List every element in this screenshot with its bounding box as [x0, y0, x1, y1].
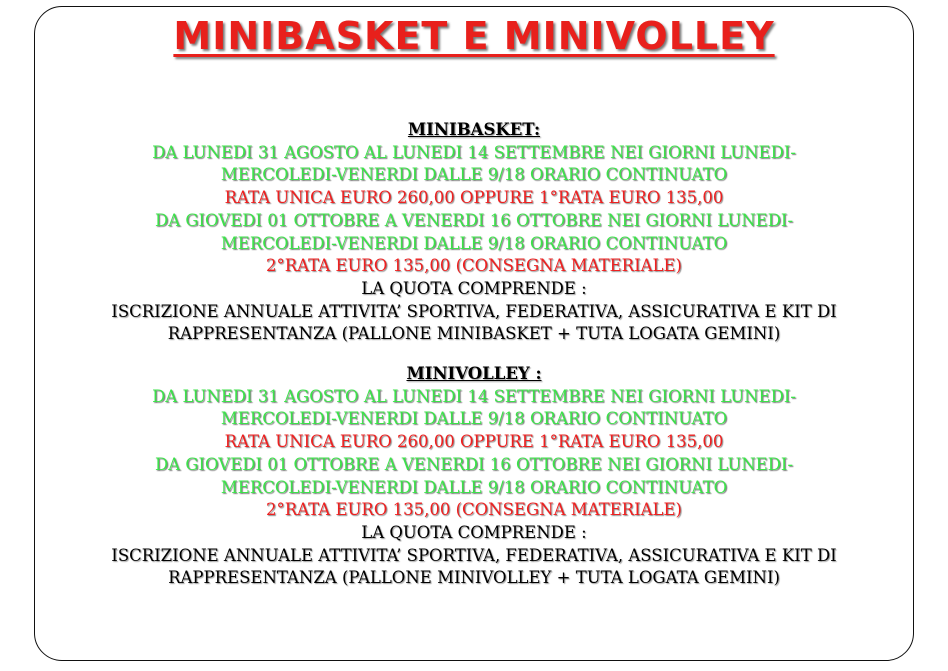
- minibasket-period2-line2: MERCOLEDI-VENERDI DALLE 9/18 ORARIO CONTINUATO: [220, 233, 728, 253]
- minivolley-period2-line1: DA GIOVEDI 01 OTTOBRE A VENERDI 16 OTTOBRE NEI GIORNI LUNEDI-: [154, 454, 794, 474]
- minivolley-period1-line2: MERCOLEDI-VENERDI DALLE 9/18 ORARIO CONTINUATO: [220, 409, 728, 429]
- minivolley-quota-line1: ISCRIZIONE ANNUALE ATTIVITA’ SPORTIVA, FEDERATIVA, ASSICURATIVA E KIT DI: [111, 545, 837, 565]
- minibasket-quota-line1: ISCRIZIONE ANNUALE ATTIVITA’ SPORTIVA, FEDERATIVA, ASSICURATIVA E KIT DI: [111, 301, 837, 321]
- minibasket-quota-label: LA QUOTA COMPRENDE :: [361, 278, 587, 298]
- minivolley-heading: MINIVOLLEY :: [406, 364, 542, 383]
- minivolley-period1-line1: DA LUNEDI 31 AGOSTO AL LUNEDI 14 SETTEMBRE NEI GIORNI LUNEDI-: [152, 386, 796, 406]
- minivolley-quota-line2: RAPPRESENTANZA (PALLONE MINIVOLLEY + TUTA LOGATA GEMINI): [168, 568, 780, 588]
- minibasket-period1-line1: DA LUNEDI 31 AGOSTO AL LUNEDI 14 SETTEMBRE NEI GIORNI LUNEDI-: [152, 142, 796, 162]
- minivolley-payment1: RATA UNICA EURO 260,00 OPPURE 1°RATA EURO 135,00: [224, 432, 724, 452]
- minivolley-period2-line2: MERCOLEDI-VENERDI DALLE 9/18 ORARIO CONTINUATO: [220, 477, 728, 497]
- minibasket-payment1: RATA UNICA EURO 260,00 OPPURE 1°RATA EURO 135,00: [224, 188, 724, 208]
- minibasket-section: [40, 119, 908, 346]
- minivolley-quota-label: LA QUOTA COMPRENDE :: [361, 522, 587, 542]
- page-title: MINIBASKET E MINIVOLLEY: [173, 14, 775, 58]
- minibasket-quota-line2: RAPPRESENTANZA (PALLONE MINIBASKET + TUTA LOGATA GEMINI): [167, 324, 781, 344]
- minivolley-payment2: 2°RATA EURO 135,00 (CONSEGNA MATERIALE): [266, 500, 682, 520]
- minibasket-period2-line1: DA GIOVEDI 01 OTTOBRE A VENERDI 16 OTTOBRE NEI GIORNI LUNEDI-: [154, 210, 794, 230]
- minivolley-section: [40, 363, 908, 590]
- minibasket-heading: MINIBASKET:: [407, 120, 541, 139]
- minibasket-period1-line2: MERCOLEDI-VENERDI DALLE 9/18 ORARIO CONTINUATO: [220, 165, 728, 185]
- minibasket-payment2: 2°RATA EURO 135,00 (CONSEGNA MATERIALE): [266, 256, 682, 276]
